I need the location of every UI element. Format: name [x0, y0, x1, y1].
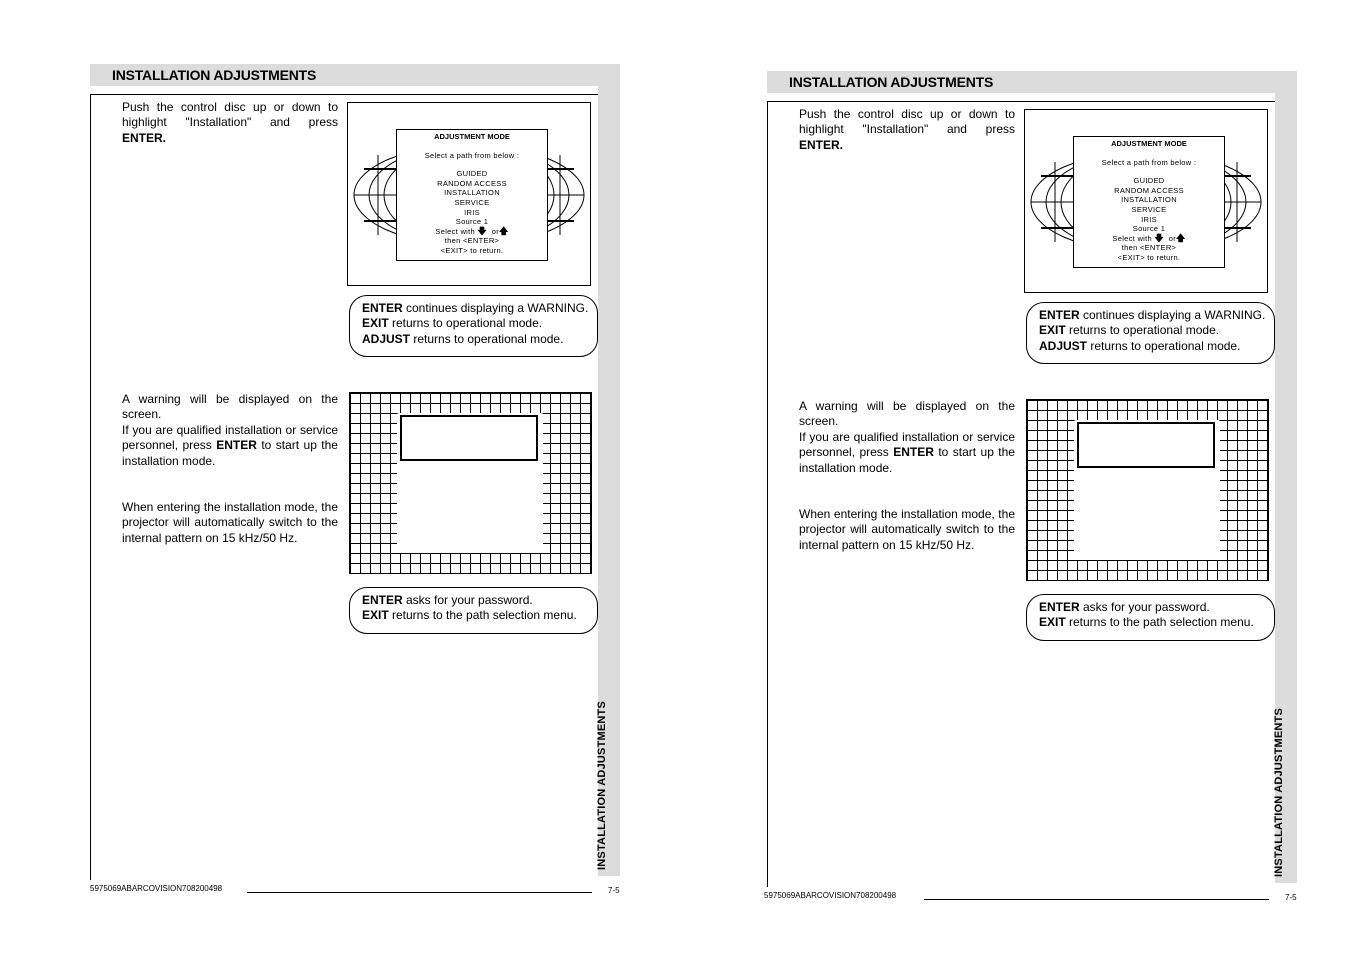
step2-text: A warning will be displayed on the screen. If you are qualified installation or service personnel, press ENTER to start up the installation mode. [799, 399, 1015, 475]
side-tab-label: INSTALLATION ADJUSTMENTS [596, 701, 608, 870]
arrow-down-icon: 🡇 [477, 225, 487, 236]
step1-text: Push the control disc up or down to highlight "Installation" and press ENTER. [799, 107, 1015, 152]
note-enter-exit-adjust: ENTER continues displaying a WARNING. EXIT returns to operational mode. ADJUST returns to operational mode. [1026, 302, 1275, 364]
step3-text: When entering the installation mode, the projector will automatically switch to the internal pattern on 15 kHz/50 Hz. [799, 507, 1015, 552]
section-header [767, 71, 1297, 93]
crosshatch-pattern-screen [1026, 399, 1269, 581]
top-rule [90, 94, 598, 95]
menu-item-random-access[interactable]: RANDOM ACCESS [1114, 185, 1184, 195]
footer-rule [924, 899, 1269, 900]
right-page [764, 7, 1327, 961]
page-number: 7-5 [1285, 893, 1297, 902]
page-number: 7-5 [608, 886, 620, 895]
menu-item-service[interactable]: SERVICE [454, 197, 490, 207]
crosshatch-pattern-screen [349, 392, 592, 574]
menu-title: ADJUSTMENT MODE [1111, 139, 1187, 148]
menu-source: Source 1 [1132, 224, 1166, 234]
page-title: INSTALLATION ADJUSTMENTS [112, 67, 317, 83]
menu-exit-hint: <EXIT> to return. [440, 245, 504, 255]
note-enter-exit-adjust: ENTER continues displaying a WARNING. EXIT returns to operational mode. ADJUST returns to operational mode. [349, 295, 598, 357]
warning-panel [397, 413, 543, 553]
step1-text: Push the control disc up or down to highlight "Installation" and press ENTER. [122, 100, 338, 145]
adjustment-mode-screen [347, 102, 591, 286]
side-tab [598, 64, 620, 876]
menu-item-guided[interactable]: GUIDED [456, 169, 488, 179]
menu-then-hint: then <ENTER> [444, 236, 500, 246]
menu-item-installation[interactable]: INSTALLATION [444, 188, 500, 198]
menu-select-hint: Select with 🡇 or🡅 [1112, 232, 1186, 243]
warning-panel [1074, 420, 1220, 560]
arrow-up-icon: 🡅 [1176, 232, 1186, 243]
footer-doc-number: 5975069ABARCOVISION708200498 [90, 884, 223, 893]
menu-select-hint: Select with 🡇 or🡅 [435, 225, 509, 236]
menu-title: ADJUSTMENT MODE [434, 132, 510, 141]
menu-item-guided[interactable]: GUIDED [1133, 176, 1165, 186]
footer-doc-number: 5975069ABARCOVISION708200498 [764, 891, 897, 900]
note-enter-exit-password: ENTER asks for your password. EXIT returns to the path selection menu. [1026, 594, 1275, 641]
menu-exit-hint: <EXIT> to return. [1117, 252, 1181, 262]
menu-dialog [396, 129, 548, 261]
footer-rule [247, 892, 592, 893]
menu-item-service[interactable]: SERVICE [1131, 204, 1167, 214]
menu-item-iris[interactable]: IRIS [464, 207, 480, 217]
warning-message-box [1077, 422, 1215, 468]
menu-subtitle: Select a path from below : [1101, 157, 1197, 167]
menu-then-hint: then <ENTER> [1121, 243, 1177, 253]
margin-rule [767, 101, 768, 887]
arrow-up-icon: 🡅 [499, 225, 509, 236]
side-tab [1275, 71, 1297, 883]
step2-text: A warning will be displayed on the screen. If you are qualified installation or service personnel, press ENTER to start up the installation mode. [122, 392, 338, 468]
left-page [90, 0, 650, 954]
arrow-down-icon: 🡇 [1154, 232, 1164, 243]
menu-dialog [1073, 136, 1225, 268]
note-enter-exit-password: ENTER asks for your password. EXIT returns to the path selection menu. [349, 587, 598, 634]
side-tab-label: INSTALLATION ADJUSTMENTS [1273, 708, 1285, 877]
menu-source: Source 1 [455, 217, 489, 227]
menu-item-random-access[interactable]: RANDOM ACCESS [437, 178, 507, 188]
menu-item-iris[interactable]: IRIS [1141, 214, 1157, 224]
adjustment-mode-screen [1024, 109, 1268, 293]
warning-message-box [400, 415, 538, 461]
page-title: INSTALLATION ADJUSTMENTS [789, 74, 994, 90]
margin-rule [90, 94, 91, 880]
step3-text: When entering the installation mode, the projector will automatically switch to the internal pattern on 15 kHz/50 Hz. [122, 500, 338, 545]
section-header [90, 64, 620, 86]
menu-item-installation[interactable]: INSTALLATION [1121, 195, 1177, 205]
top-rule [767, 101, 1275, 102]
menu-subtitle: Select a path from below : [424, 150, 520, 160]
